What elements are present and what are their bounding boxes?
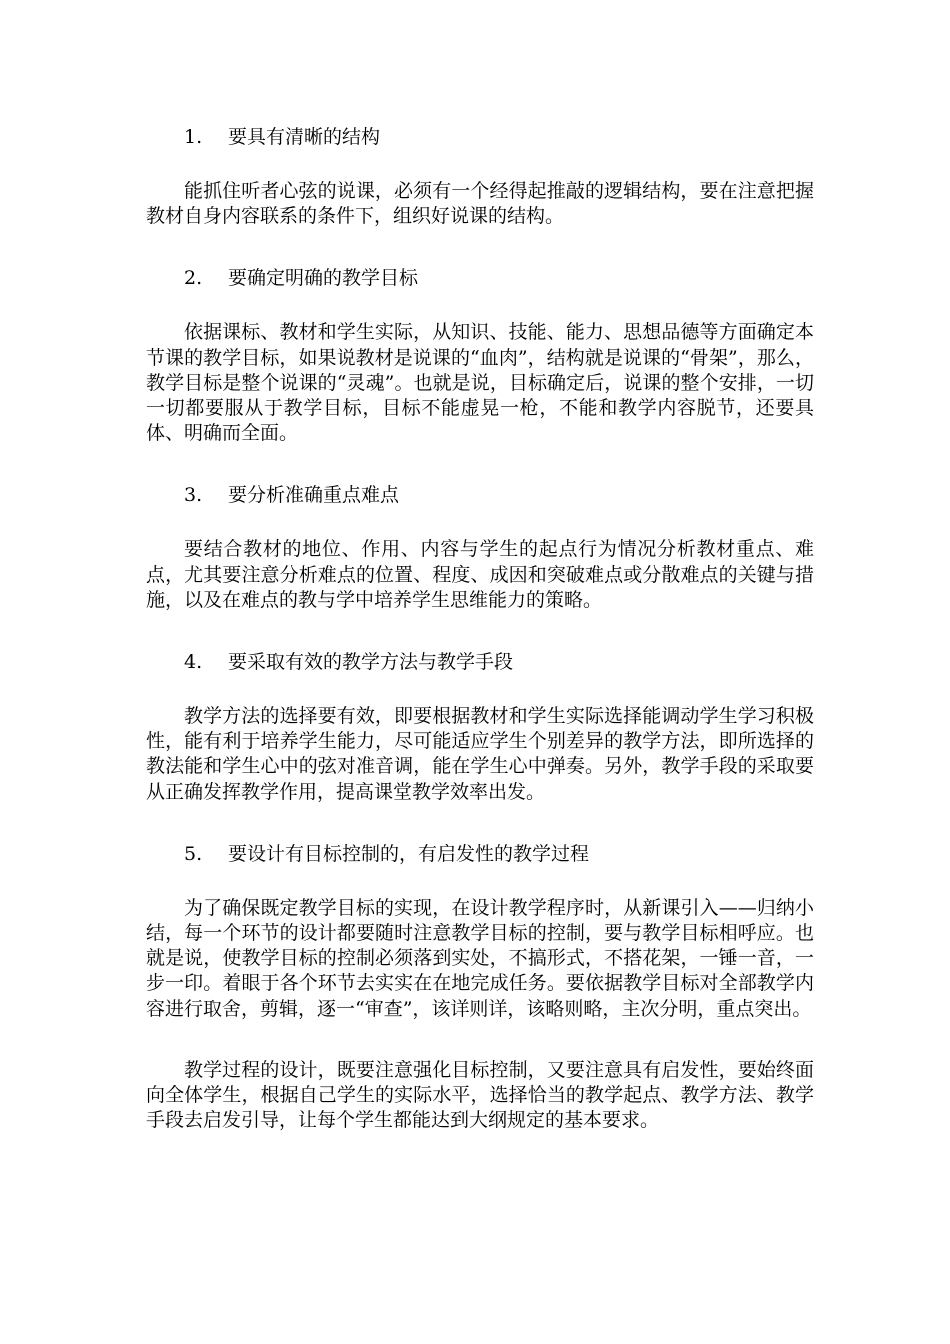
section-heading-5	[146, 841, 814, 868]
section-paragraph: 依据课标、教材和学生实际，从知识、技能、能力、思想品德等方面确定本节课的教学目标，如果说教材是说课的“血肉”，结构就是说课的“骨架”，那么，教学目标是整个说课的“灵魂”。也就是说，目标确定后，说课的整个安排，一切一切都要服从于教学目标，目标不能虚晃一枪，不能和教学内容脱节，还要具体、明确而全面。	[146, 321, 814, 445]
section-paragraph: 为了确保既定教学目标的实现，在设计教学程序时，从新课引入——归纳小结，每一个环节的设计都要随时注意教学目标的控制，要与教学目标相呼应。也就是说，使教学目标的控制必须落到实处，不搞形式，不搭花架，一锤一音，一步一印。着眼于各个环节去实实在在地完成任务。要依据教学目标对全部教学内容进行取舍，剪辑，逐一“审查”，该详则详，该略则略，主次分明，重点突出。	[146, 896, 814, 1020]
section-heading-3	[146, 482, 814, 509]
section-title: 要设计有目标控制的，有启发性的教学过程	[228, 842, 590, 865]
section-number: 3.	[184, 484, 203, 507]
section-paragraph: 能抓住听者心弦的说课，必须有一个经得起推敲的逻辑结构，要在注意把握教材自身内容联系的条件下，组织好说课的结构。	[146, 180, 814, 228]
section-heading-2	[146, 265, 814, 292]
section-paragraph: 教学方法的选择要有效，即要根据教材和学生实际选择能调动学生学习积极性，能有利于培养学生能力，尽可能适应学生个别差异的教学方法，即所选择的教法能和学生心中的弦对准音调，能在学生心中弹奏。另外，教学手段的采取要从正确发挥教学作用，提高课堂教学效率出发。	[146, 705, 814, 803]
section-heading-4	[146, 649, 814, 676]
section-paragraph: 教学过程的设计，既要注意强化目标控制，又要注意具有启发性，要始终面向全体学生，根据自己学生的实际水平，选择恰当的教学起点、教学方法、教学手段去启发引导，让每个学生都能达到大纲规定的基本要求。	[146, 1058, 814, 1132]
document-page	[146, 124, 814, 1133]
section-title: 要采取有效的教学方法与教学手段	[228, 651, 514, 674]
section-heading-1	[146, 124, 814, 151]
section-paragraph: 要结合教材的地位、作用、内容与学生的起点行为情况分析教材重点、难点，尤其要注意分析难点的位置、程度、成因和突破难点或分散难点的关键与措施，以及在难点的教与学中培养学生思维能力的策略。	[146, 538, 814, 611]
section-number: 5.	[184, 842, 203, 865]
section-title: 要具有清晰的结构	[228, 126, 381, 148]
section-number: 2.	[184, 267, 203, 290]
section-title: 要分析准确重点难点	[228, 484, 400, 507]
section-number: 4.	[184, 651, 203, 674]
section-number: 1.	[184, 126, 203, 148]
section-title: 要确定明确的教学目标	[228, 267, 419, 290]
